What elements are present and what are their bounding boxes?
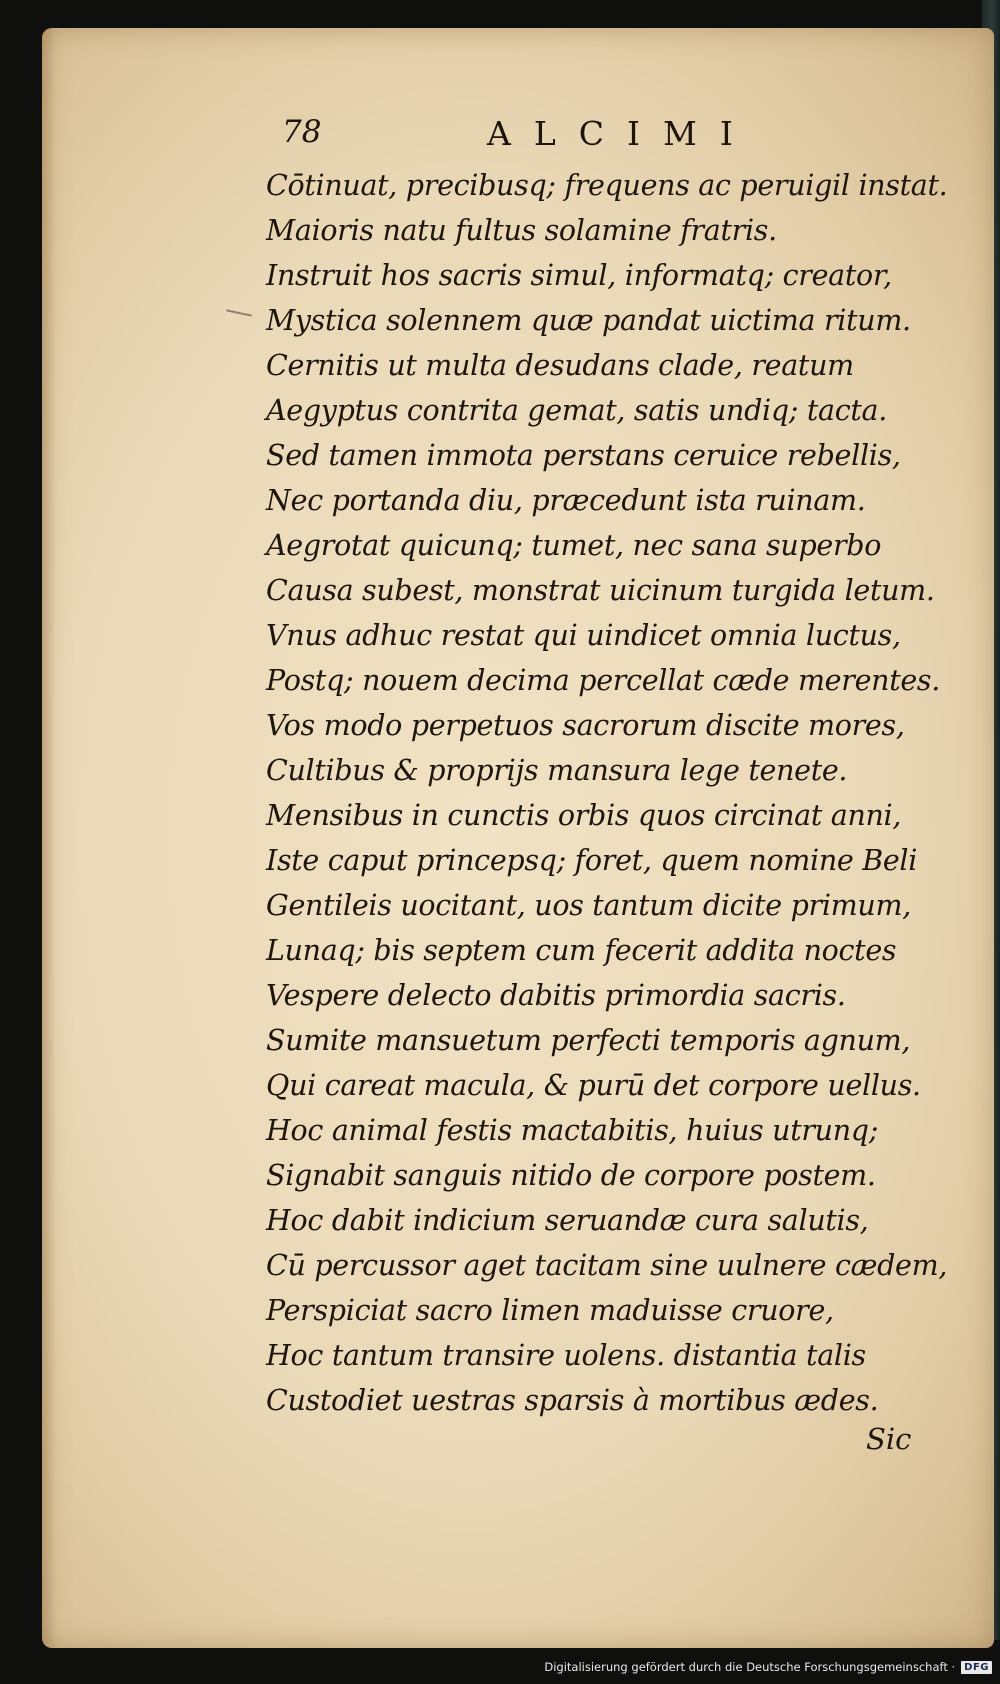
verse-line: Cū percussor aget tacitam sine uulnere cædem, [266, 1249, 948, 1282]
verse-line: Signabit sanguis nitido de corpore postem. [266, 1159, 876, 1192]
verse-line: Iste caput princepsq; foret, quem nomine Beli [266, 844, 918, 877]
verse-line: Vespere delecto dabitis primordia sacris. [266, 979, 846, 1012]
page-gutter-shadow [42, 28, 56, 1648]
running-head: ALCIMI [487, 114, 756, 153]
verse-line: Qui careat macula, & purū det corpore uellus. [266, 1069, 921, 1102]
verse-line: Causa subest, monstrat uicinum turgida letum. [266, 574, 935, 607]
verse-line: Postq; nouem decima percellat cæde merentes. [266, 664, 941, 697]
verse-line: Instruit hos sacris simul, informatq; creator, [266, 259, 892, 292]
verse-line: Lunaq; bis septem cum fecerit addita noctes [266, 934, 897, 967]
verse-line: Cernitis ut multa desudans clade, reatum [266, 349, 854, 382]
digitization-footer [544, 1656, 992, 1678]
verse-line: Vnus adhuc restat qui uindicet omnia luctus, [266, 619, 901, 652]
funding-credit: Digitalisierung gefördert durch die Deutsche Forschungsgemeinschaft · [544, 1660, 956, 1674]
page-header [282, 114, 756, 164]
verse-line: Nec portanda diu, præcedunt ista ruinam. [266, 484, 866, 517]
verse-line: Hoc tantum transire uolens. distantia talis [266, 1339, 866, 1372]
verse-line: Cultibus & proprijs mansura lege tenete. [266, 754, 848, 787]
verse-line: Sumite mansuetum perfecti temporis agnum, [266, 1024, 911, 1057]
verse-line: Perspiciat sacro limen maduisse cruore, [266, 1294, 834, 1327]
verse-line: Aegrotat quicunq; tumet, nec sana superbo [266, 529, 882, 562]
verse-line: Gentileis uocitant, uos tantum dicite primum, [266, 889, 911, 922]
verse-line: Hoc dabit indicium seruandæ cura salutis, [266, 1204, 869, 1237]
verse-line: Sed tamen immota perstans ceruice rebellis, [266, 439, 901, 472]
verse-line: Custodiet uestras sparsis à mortibus ædes. [266, 1384, 879, 1417]
dfg-logo-icon: DFG [961, 1661, 992, 1674]
catchword: Sic [866, 1422, 912, 1456]
verse-line: Mystica solennem quæ pandat uictima ritum. [266, 304, 911, 337]
verse-line: Cōtinuat, precibusq; frequens ac peruigil instat. [266, 169, 948, 202]
verse-line: Mensibus in cunctis orbis quos circinat anni, [266, 799, 902, 832]
verse-line: Vos modo perpetuos sacrorum discite mores, [266, 709, 905, 742]
verse-line: Maioris natu fultus solamine fratris. [266, 214, 777, 247]
page-number: 78 [282, 114, 322, 150]
verse-block [266, 163, 946, 1423]
verse-line: Hoc animal festis mactabitis, huius utrunq; [266, 1114, 879, 1147]
verse-line: Aegyptus contrita gemat, satis undiq; tacta. [266, 394, 887, 427]
